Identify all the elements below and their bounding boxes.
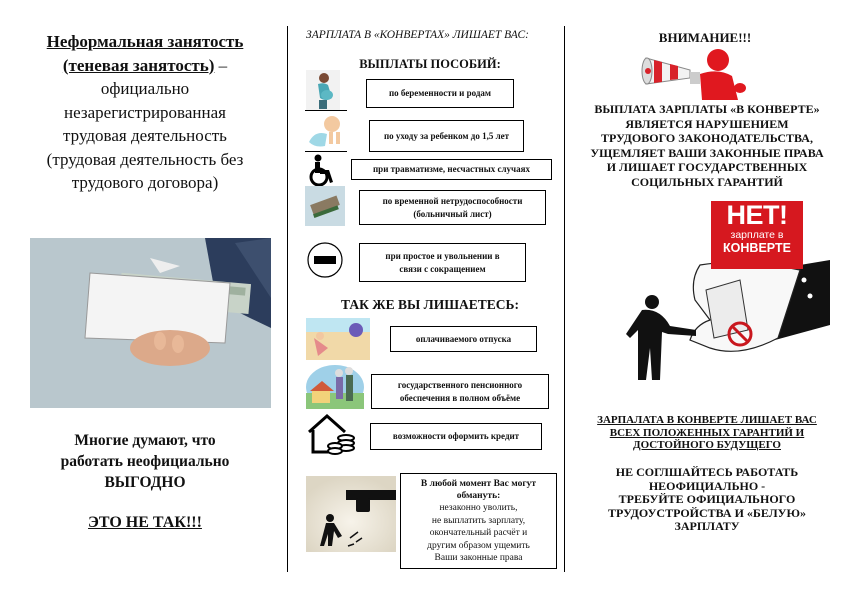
no-entry-icon: [306, 241, 344, 279]
warning-box: [400, 473, 557, 569]
deprivation-line: ЗАРПАЛАТА В КОНВЕРТЕ ЛИШАЕТ ВАС: [597, 414, 817, 426]
rebuttal-text: ЭТО НЕ ТАК!!!: [88, 514, 202, 531]
definition-line: трудовая деятельность: [63, 126, 227, 145]
cta-line: НЕ СОГЛШАЙТЕСЬ РАБОТАТЬ: [615, 465, 799, 479]
megaphone-man-icon: [640, 48, 748, 102]
cta-line: ЗАРПЛАТУ: [674, 519, 740, 534]
banner-mid-text: КОНВЕРТЕ: [723, 241, 791, 255]
violation-line: ТРУДОВОГО ЗАКОНОДАТЕЛЬСТВА,: [601, 131, 813, 145]
warning-line: другим образом ущемить: [427, 540, 530, 551]
middle-heading: ЗАРПЛАТА В «КОНВЕРТАХ» ЛИШАЕТ ВАС:: [306, 29, 530, 41]
benefits-heading: ВЫПЛАТЫ ПОСОБИЙ:: [359, 57, 501, 71]
house-coins-icon: [305, 412, 357, 456]
definition-line: официально: [100, 79, 190, 98]
icon-underline: [305, 151, 347, 152]
box-line: по временной нетрудоспособности: [382, 195, 523, 206]
misconception-line: ВЫГОДНО: [104, 474, 186, 491]
benefit-box-injury: при травматизме, несчастных случаях: [351, 159, 552, 180]
beach-vacation-icon: [306, 318, 370, 360]
deprivation-line: ВСЕХ ПОЛОЖЕННЫХ ГАРАНТИЙ И: [609, 426, 805, 439]
envelope-money-image: [30, 238, 271, 408]
violation-line: СОЦИЛЬНЫХ ГАРАНТИЙ: [631, 174, 783, 189]
warning-line: окончательный расчёт и: [429, 528, 528, 539]
deprivation-text: [576, 414, 838, 452]
definition-block: [20, 30, 270, 195]
banner-big-text: НЕТ!: [726, 200, 788, 230]
warning-line: незаконно уволить,: [439, 503, 518, 514]
violation-text: [576, 102, 838, 189]
misconception-text: [20, 430, 270, 493]
box-line: государственного пенсионного: [397, 379, 523, 390]
also-box-credit: возможности оформить кредит: [370, 423, 542, 450]
banner-small-text: зарплате в: [730, 229, 784, 241]
pregnant-woman-icon: [306, 70, 340, 110]
definition-term-line2: (теневая занятость): [62, 55, 215, 75]
box-line: при простое и увольнении в: [385, 250, 500, 261]
definition-line: (трудовая деятельность без: [46, 149, 244, 169]
attention-title: ВНИМАНИЕ!!!: [658, 30, 752, 45]
pensioners-icon: [306, 363, 364, 411]
warning-title: обмануть:: [456, 490, 501, 501]
warning-title: В любой момент Вас могут: [420, 478, 537, 489]
baby-icon: [305, 114, 345, 150]
sick-leave-icon: [305, 186, 345, 226]
misconception-line: Многие думают, что: [74, 432, 216, 449]
definition-line: незарегистрированная: [64, 102, 226, 122]
cta-line: ТРЕБУЙТЕ ОФИЦИАЛЬНОГО: [618, 492, 796, 507]
column-divider-right: [564, 26, 565, 572]
deprivation-line: ДОСТОЙНОГО БУДУЩЕГО: [633, 439, 781, 451]
warning-line: Ваши законные права: [434, 553, 523, 564]
violation-line: ВЫПЛАТА ЗАРПЛАТЫ «В КОНВЕРТЕ»: [594, 102, 820, 116]
wheelchair-icon: [307, 154, 341, 188]
icon-underline: [305, 110, 347, 111]
benefit-box-sick-leave: [359, 190, 546, 225]
warning-line: не выплатить зарплату,: [431, 515, 526, 526]
violation-line: ЯВЛЯЕТСЯ НАРУШЕНИЕМ: [625, 116, 789, 131]
misconception-line: работать неофициально: [60, 453, 230, 470]
definition-term-line1: Неформальная занятость: [46, 32, 244, 51]
benefit-box-maternity: по беременности и родам: [366, 79, 514, 108]
definition-line: трудового договора): [71, 173, 219, 192]
also-heading: ТАК ЖЕ ВЫ ЛИШАЕТЕСЬ:: [341, 297, 519, 312]
box-line: обеспечения в полном объёме: [399, 392, 521, 403]
call-to-action-text: [576, 466, 838, 534]
violation-line: УЩЕМЛЯЕТ ВАШИ ЗАКОННЫЕ ПРАВА: [590, 145, 824, 160]
cta-line: НЕОФИЦИАЛЬНО -: [648, 478, 766, 493]
also-box-pension: [371, 374, 549, 409]
violation-line: И ЛИШАЕТ ГОСУДАРСТВЕННЫХ: [606, 160, 808, 174]
benefit-box-layoff: [359, 243, 526, 282]
also-box-vacation: оплачиваемого отпуска: [390, 326, 537, 352]
cta-line: ТРУДОУСТРОЙСТВА И «БЕЛУЮ»: [608, 505, 806, 520]
no-envelope-salary-banner: [711, 201, 803, 269]
column-divider-left: [287, 26, 288, 572]
benefit-box-childcare: по уходу за ребенком до 1,5 лет: [369, 120, 524, 152]
definition-dash: –: [214, 55, 228, 75]
fired-worker-icon: [306, 476, 396, 552]
box-line: связи с сокращением: [399, 263, 486, 274]
box-line: (больничный лист): [413, 208, 492, 219]
